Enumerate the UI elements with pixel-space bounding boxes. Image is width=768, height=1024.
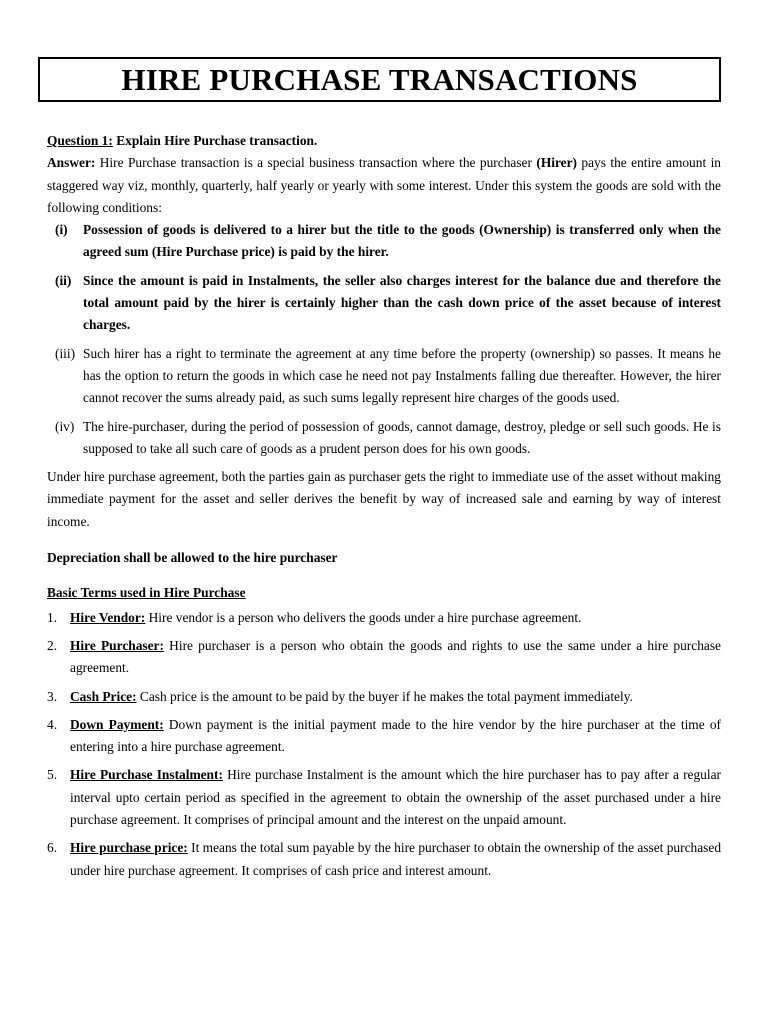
condition-item	[47, 343, 721, 410]
condition-text: Such hirer has a right to terminate the agreement at any time before the property (ownership) so passes. It means he has the option to return the goods in which case he need not pay Instalments falling due thereafter. However, the hirer cannot recover the sums already paid, as such sums legally represent hire charges of the goods used.	[83, 345, 721, 406]
term-item	[47, 686, 721, 708]
term-number: 1.	[47, 609, 58, 625]
term-number: 3.	[47, 688, 58, 704]
term-definition: Down payment is the initial payment made to the hire vendor by the hire purchaser at the time of entering into a hire purchase agreement.	[70, 716, 721, 755]
term-definition: It means the total sum payable by the hire purchaser to obtain the ownership of the asset purchased under hire purchase agreement. It comprises of cash price and interest amount.	[70, 840, 722, 878]
condition-text: Since the amount is paid in Instalments, the seller also charges interest for the balance due and therefore the total amount paid by the hirer is certainly higher than the cash down price of the asset because of interest charges.	[83, 272, 721, 333]
term-item	[47, 837, 721, 882]
term-name: Cash Price:	[70, 688, 137, 704]
term-name: Down Payment:	[70, 716, 164, 732]
term-definition: Hire vendor is a person who delivers the goods under a hire purchase agreement.	[145, 609, 582, 625]
summary-paragraph: Under hire purchase agreement, both the parties gain as purchaser gets the right to immediate use of the asset without making immediate payment for the asset and seller derives the benefit by way of increased sale and earning by way of interest income.	[47, 469, 721, 529]
term-name: Hire purchase price:	[70, 840, 188, 856]
term-name: Hire Purchaser:	[70, 637, 164, 653]
answer-text-before: Hire Purchase transaction is a special business transaction where the purchaser	[95, 155, 537, 171]
term-definition: Hire purchase Instalment is the amount which the hire purchaser has to pay after a regular interval upto certain period as specified in the agreement to obtain the ownership of the asset purchased under a hire purchase agreement. It comprises of principal amount and the interest on the unpaid amount.	[70, 767, 721, 828]
term-number: 5.	[47, 767, 58, 783]
term-name: Hire Purchase Instalment:	[70, 767, 223, 783]
answer-paragraph	[47, 152, 721, 219]
term-number: 4.	[47, 716, 58, 732]
answer-hirer: (Hirer)	[536, 155, 578, 171]
condition-item	[47, 270, 721, 337]
question-label: Question 1:	[47, 133, 113, 148]
depreciation-note: Depreciation shall be allowed to the hire purchaser	[47, 550, 338, 566]
question-line	[47, 130, 721, 152]
term-definition: Hire purchaser is a person who obtain the goods and rights to use the same under a hire purchase agreement.	[70, 637, 721, 676]
term-number: 6.	[47, 840, 58, 856]
condition-number: (ii)	[55, 272, 72, 288]
condition-number: (iv)	[55, 418, 75, 434]
page-title: HIRE PURCHASE TRANSACTIONS	[121, 61, 638, 97]
term-item	[47, 764, 721, 831]
document-body	[47, 130, 721, 882]
term-name: Hire Vendor:	[70, 609, 146, 625]
terms-heading-text: Basic Terms used in Hire Purchase	[47, 585, 246, 601]
answer-label: Answer:	[47, 155, 96, 171]
term-item	[47, 607, 721, 629]
condition-text: Possession of goods is delivered to a hirer but the title to the goods (Ownership) is transferred only when the agreed sum (Hire Purchase price) is paid by the hirer.	[83, 222, 721, 260]
condition-text: The hire-purchaser, during the period of possession of goods, cannot damage, destroy, pledge or sell such goods. He is supposed to take all such care of goods as a prudent person does for his own goods.	[83, 418, 721, 456]
answer-text-after: pays the entire amount in staggered way viz, monthly, quarterly, half yearly or yearly with some interest. Under this system the goods are sold with the following conditions:	[47, 155, 721, 215]
condition-item	[47, 219, 721, 264]
term-definition: Cash price is the amount to be paid by the buyer if he makes the total payment immediately.	[136, 688, 633, 704]
condition-number: (i)	[55, 222, 68, 238]
term-item	[47, 714, 721, 759]
term-number: 2.	[47, 637, 58, 653]
condition-number: (iii)	[55, 345, 76, 361]
term-item	[47, 635, 721, 680]
question-text: Explain Hire Purchase transaction.	[112, 133, 318, 148]
terms-heading	[47, 582, 721, 604]
condition-item	[47, 416, 721, 461]
title-box	[38, 57, 721, 102]
